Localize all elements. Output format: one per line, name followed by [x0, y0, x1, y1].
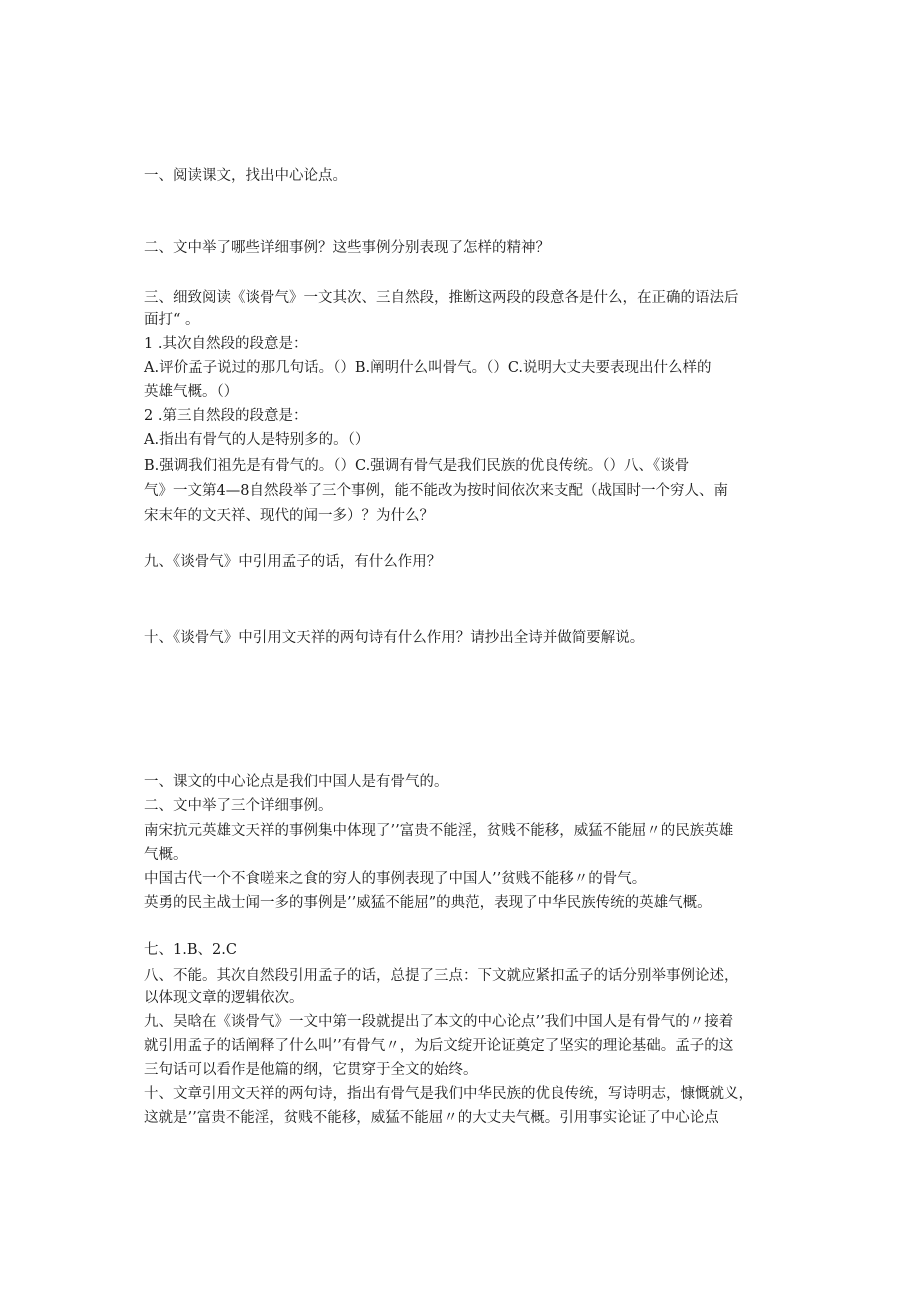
question-3-line-2: 面打“ 。: [144, 312, 200, 328]
answer-2-line-2: 气概。: [144, 847, 188, 863]
question-8-line-2: 气》一文第4—8自然段举了三个事例，能不能改为按时间依次来支配（战国时一个穷人、南: [144, 483, 728, 499]
answer-9-line-3: 三句话可以看作是他篇的纲，它贯穿于全文的始终。: [144, 1062, 478, 1078]
answer-8-line-1: 八、不能。其次自然段引用孟子的话，总提了三点：下文就应紧扣孟子的话分别举事例论述，: [144, 968, 739, 984]
question-10: 十、《谈骨气》中引用文天祥的两句诗有什么作用？请抄出全诗并做简要解说。: [144, 630, 645, 646]
answer-2-line-3: 中国古代一个不食嗟来之食的穷人的事例表现了中国人’’贫贱不能移〃的骨气。: [144, 871, 647, 887]
answer-10-line-2: 这就是’’富贵不能淫，贫贱不能移，威猛不能屈〃的大丈夫气概。引用事实论证了中心论点: [144, 1110, 719, 1126]
answer-7: 七、1.B、2.C: [144, 942, 237, 958]
answer-9-line-2: 就引用孟子的话阐释了什么叫’’有骨气〃，为后文绽开论证奠定了坚实的理论基础。孟子的这: [144, 1038, 734, 1054]
answer-1: 一、课文的中心论点是我们中国人是有骨气的。: [144, 774, 449, 790]
sub-question-2-title: 2 .第三自然段的段意是：: [144, 408, 308, 424]
sub-question-2-options-bc: B.强调我们祖先是有骨气的。（）C.强调有骨气是我们民族的优良传统。（）八、《谈骨: [144, 458, 690, 474]
sub-question-1-options-line-2: 英雄气概。（）: [144, 384, 239, 400]
question-3-line-1: 三、细致阅读《谈骨气》一文其次、三自然段，推断这两段的段意各是什么，在正确的语法后: [144, 290, 739, 306]
answer-9-line-1: 九、吴晗在《谈骨气》一文中第一段就提出了本文的中心论点’’我们中国人是有骨气的〃接着: [144, 1014, 734, 1030]
answer-2-line-1: 南宋抗元英雄文天祥的事例集中体现了’’富贵不能淫，贫贱不能移，威猛不能屈〃的民族英雄: [144, 823, 734, 839]
answer-8-line-2: 以体现文章的逻辑依次。: [144, 990, 304, 1006]
question-8-line-3: 宋末年的文天祥、现代的闻一多）？为什么？: [144, 508, 434, 524]
sub-question-1-title: 1 .其次自然段的段意是：: [144, 336, 308, 352]
question-2: 二、文中举了哪些详细事例？这些事例分别表现了怎样的精神？: [144, 240, 550, 256]
question-1: 一、阅读课文，找出中心论点。: [144, 168, 347, 184]
sub-question-2-option-a: A.指出有骨气的人是特别多的。（）: [144, 432, 370, 448]
question-9: 九、《谈骨气》中引用孟子的话，有什么作用？: [144, 554, 442, 570]
answer-10-line-1: 十、文章引用文天祥的两句诗，指出有骨气是我们中华民族的优良传统，写诗明志，慷慨就义，: [144, 1086, 753, 1102]
sub-question-1-options-line-1: A.评价孟子说过的那几句话。（）B.阐明什么叫骨气。（）C.说明大丈夫要表现出什么样的: [144, 360, 712, 376]
answer-2-line-4: 英勇的民主战士闻一多的事例是’’威猛不能屈”的典范，表现了中华民族传统的英雄气概。: [144, 895, 712, 911]
answer-2: 二、文中举了三个详细事例。: [144, 798, 333, 814]
